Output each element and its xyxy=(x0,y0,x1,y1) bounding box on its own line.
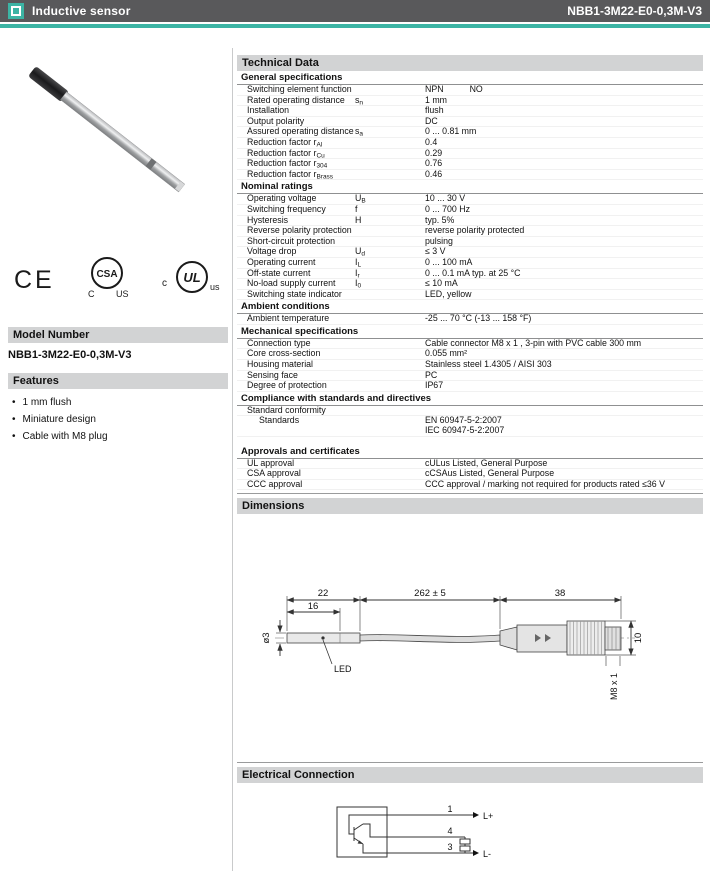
spec-value: flush xyxy=(425,105,444,116)
spec-value: LED, yellow xyxy=(425,288,472,299)
spec-label: Reverse polarity protection xyxy=(247,225,352,236)
spec-section-title: General specifications xyxy=(237,72,703,85)
load-box-icon xyxy=(460,846,470,851)
svg-text:us: us xyxy=(210,282,220,292)
spec-value: ≤ 3 V xyxy=(425,246,446,257)
spec-label: Degree of protection xyxy=(247,380,327,391)
technical-content xyxy=(237,55,703,881)
diameter-label: ø3 xyxy=(261,632,272,644)
spec-value: Cable connector M8 x 1 , 3-pin with PVC cable 300 mm xyxy=(425,337,642,348)
spec-symbol: $U_B$ xyxy=(355,193,366,205)
spec-label: Off-state current xyxy=(247,267,311,278)
spec-row xyxy=(237,205,703,216)
spec-value: pulsing xyxy=(425,235,453,246)
spec-row xyxy=(237,381,703,392)
spec-symbol: $I_r$ xyxy=(355,267,360,279)
spec-value: ≤ 10 mA xyxy=(425,278,458,289)
spec-symbol: $I_L$ xyxy=(355,256,362,269)
spec-label: Assured operating distance xyxy=(247,126,354,137)
features-header: Features xyxy=(8,373,228,389)
spec-value: 1 mm xyxy=(425,94,447,105)
spec-symbol: $s_a$ xyxy=(355,126,364,138)
section-rule xyxy=(237,493,703,494)
spec-value: -25 ... 70 °C (-13 ... 158 °F) xyxy=(425,313,532,324)
svg-text:CE: CE xyxy=(14,266,55,294)
feature-item: • 1 mm flush xyxy=(12,397,226,408)
dimensions-drawing xyxy=(237,514,703,754)
spec-label: Switching element function xyxy=(247,84,352,94)
spec-row xyxy=(237,237,703,248)
feature-item: • Cable with M8 plug xyxy=(12,431,226,442)
spec-label: Hysteresis xyxy=(247,214,289,225)
section-gap xyxy=(237,437,703,445)
spec-label: Ambient temperature xyxy=(247,313,330,324)
spec-value: DC xyxy=(425,115,438,126)
spec-value: EN 60947-5-2:2007 IEC 60947-5-2:2007 xyxy=(425,415,505,436)
spec-label: Standard conformity xyxy=(247,404,326,415)
spec-section-title: Nominal ratings xyxy=(237,181,703,194)
spec-section-title: Approvals and certificates xyxy=(237,446,703,459)
pin4-label: 4 xyxy=(447,826,453,837)
dim-connector-label: 38 xyxy=(554,588,566,600)
pin3-label: 3 xyxy=(447,842,453,853)
spec-label: CSA approval xyxy=(247,468,301,479)
spec-value: 0.46 xyxy=(425,168,443,179)
spec-label: Connection type xyxy=(247,337,311,348)
dim-cable-label: 262 ± 5 xyxy=(414,588,446,600)
dim-barrel-label: 22 xyxy=(317,588,329,600)
csa-mark-icon xyxy=(79,255,139,301)
dim-plug-label: 10 xyxy=(633,633,644,644)
spec-value: NPN NO xyxy=(425,84,483,94)
spec-value: reverse polarity protected xyxy=(425,225,525,236)
spec-label: Output polarity xyxy=(247,115,305,126)
spec-symbol: $U_d$ xyxy=(355,246,365,258)
header-model-number: NBB1-3M22-E0-0,3M-V3 xyxy=(567,4,702,18)
spec-value: CCC approval / marking not required for products rated ≤36 V xyxy=(425,478,666,489)
spec-label: Reduction factor $r_{Cu}$ xyxy=(247,147,325,160)
spec-row xyxy=(237,138,703,149)
spec-label: Voltage drop xyxy=(247,246,297,257)
spec-label: UL approval xyxy=(247,457,295,468)
svg-text:CSA: CSA xyxy=(96,269,118,280)
electrical-connection-header: Electrical Connection xyxy=(237,767,703,783)
dimensions-header: Dimensions xyxy=(237,498,703,514)
model-number-header: Model Number xyxy=(8,327,228,343)
spec-symbol: f xyxy=(355,203,358,214)
spec-section-title: Ambient conditions xyxy=(237,301,703,314)
features-list xyxy=(12,397,226,448)
spec-value: 0 ... 0.1 mA typ. at 25 °C xyxy=(425,267,521,278)
product-photo xyxy=(8,48,224,248)
spec-row xyxy=(237,96,703,107)
spec-row xyxy=(237,314,703,325)
product-type-title: Inductive sensor xyxy=(32,4,131,18)
spec-value: IP67 xyxy=(425,380,444,391)
spec-label: Operating voltage xyxy=(247,193,317,204)
spec-section-title: Mechanical specifications xyxy=(237,326,703,339)
svg-text:C: C xyxy=(88,289,95,299)
spec-label: No-load supply current xyxy=(247,278,336,289)
spec-value: 0.4 xyxy=(425,136,438,147)
spec-row xyxy=(237,85,703,96)
svg-text:UL: UL xyxy=(183,270,201,285)
spec-label: Reduction factor $r_{Al}$ xyxy=(247,136,323,149)
spec-label: Sensing face xyxy=(247,369,298,380)
feature-item: • Miniature design xyxy=(12,414,226,425)
spec-value: 0.29 xyxy=(425,147,443,158)
spec-row xyxy=(237,480,703,491)
technical-data-header: Technical Data xyxy=(237,55,703,71)
spec-label: Reduction factor $r_{Brass}$ xyxy=(247,168,334,181)
spec-row xyxy=(237,360,703,371)
l-plus-label: L+ xyxy=(483,811,494,822)
product-photo-image xyxy=(8,48,224,248)
spec-value: cULus Listed, General Purpose xyxy=(425,457,548,468)
model-number-value: NBB1-3M22-E0-0,3M-V3 xyxy=(8,349,132,361)
ul-mark-icon xyxy=(160,258,224,298)
spec-value: 0 ... 700 Hz xyxy=(425,203,470,214)
spec-value: 0 ... 0.81 mm xyxy=(425,126,477,137)
spec-row xyxy=(237,416,703,436)
spec-row xyxy=(237,290,703,301)
svg-text:c: c xyxy=(162,278,167,289)
section-rule xyxy=(237,762,703,763)
column-divider xyxy=(232,48,233,871)
spec-symbol: $s_n$ xyxy=(355,94,364,107)
spec-label: Switching frequency xyxy=(247,203,326,214)
spec-value: Stainless steel 1.4305 / AISI 303 xyxy=(425,359,552,370)
header-bar xyxy=(0,0,710,22)
spec-value: 0 ... 100 mA xyxy=(425,256,473,267)
l-minus-label: L- xyxy=(483,849,492,860)
spec-value: cCSAus Listed, General Purpose xyxy=(425,468,555,479)
spec-value: 0.055 mm² xyxy=(425,348,468,359)
spec-label: Short-circuit protection xyxy=(247,235,336,246)
spec-row xyxy=(237,258,703,269)
spec-label: Housing material xyxy=(247,359,314,370)
spec-row xyxy=(237,170,703,181)
spec-label: Core cross-section xyxy=(247,348,321,359)
load-box-icon xyxy=(460,839,470,844)
spec-value: 10 ... 30 V xyxy=(425,193,466,204)
brand-square-icon xyxy=(8,3,24,19)
spec-label: Rated operating distance xyxy=(247,94,345,105)
led-label: LED xyxy=(334,664,352,675)
spec-label: Switching state indicator xyxy=(247,288,342,299)
spec-value: PC xyxy=(425,369,438,380)
spec-label: CCC approval xyxy=(247,478,303,489)
spec-label: Operating current xyxy=(247,256,316,267)
electrical-connection-diagram xyxy=(237,783,703,873)
spec-value: typ. 5% xyxy=(425,214,455,225)
dim-flush-label: 16 xyxy=(307,601,319,613)
svg-text:US: US xyxy=(116,289,129,299)
spec-value: 0.76 xyxy=(425,158,443,169)
spec-section-title: Compliance with standards and directives xyxy=(237,393,703,406)
ce-mark-icon xyxy=(12,262,58,294)
thread-label: M8 x 1 xyxy=(609,673,619,701)
pin1-label: 1 xyxy=(447,804,453,815)
spec-symbol: $I_0$ xyxy=(355,278,362,290)
spec-label: Reduction factor $r_{304}$ xyxy=(247,158,328,170)
spec-label: Standards xyxy=(259,415,300,426)
supply-arrow-icon xyxy=(473,812,479,818)
supply-arrow-icon xyxy=(473,850,479,856)
certification-marks xyxy=(8,252,228,304)
spec-symbol: H xyxy=(355,214,362,225)
spec-label: Installation xyxy=(247,105,290,116)
technical-data-table xyxy=(237,72,703,490)
accent-divider xyxy=(0,24,710,28)
spec-row xyxy=(237,106,703,117)
